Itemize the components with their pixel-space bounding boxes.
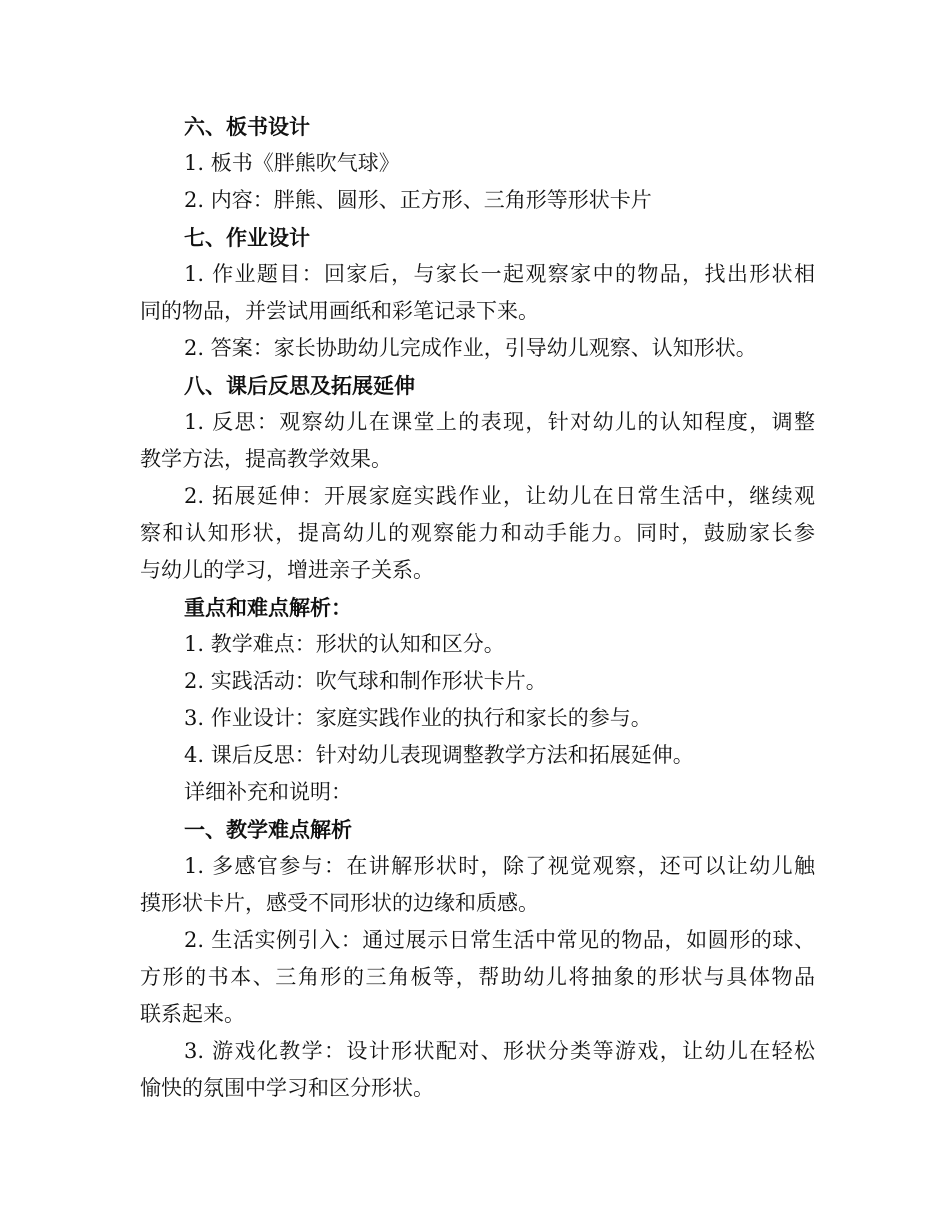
paragraph-line xyxy=(140,774,815,811)
line-text: 4. 课后反思：针对幼儿表现调整教学方法和拓展延伸。 xyxy=(184,743,694,767)
line-text: 1. 作业题目：回家后，与家长一起观察家中的物品，找出形状相 xyxy=(184,262,815,286)
paragraph-line xyxy=(140,256,815,293)
line-text: 2. 内容：胖熊、圆形、正方形、三角形等形状卡片 xyxy=(184,188,652,212)
line-text: 3. 游戏化教学：设计形状配对、形状分类等游戏，让幼儿在轻松 xyxy=(184,1039,815,1063)
paragraph-line xyxy=(140,441,815,478)
section-heading xyxy=(140,589,815,626)
heading-text: 八、课后反思及拓展延伸 xyxy=(184,373,415,398)
paragraph-line xyxy=(140,1070,815,1107)
line-text: 与幼儿的学习，增进亲子关系。 xyxy=(140,558,434,582)
line-text: 3. 作业设计：家庭实践作业的执行和家长的参与。 xyxy=(184,706,652,730)
paragraph-line xyxy=(140,922,815,959)
line-text: 1. 反思：观察幼儿在课堂上的表现，针对幼儿的认知程度，调整 xyxy=(184,410,815,434)
line-text: 愉快的氛围中学习和区分形状。 xyxy=(140,1076,434,1100)
paragraph-line xyxy=(140,737,815,774)
line-text: 2. 实践活动：吹气球和制作形状卡片。 xyxy=(184,669,547,693)
line-text: 1. 板书《胖熊吹气球》 xyxy=(184,151,400,175)
paragraph-line xyxy=(140,330,815,367)
paragraph-line xyxy=(140,293,815,330)
line-text: 方形的书本、三角形的三角板等，帮助幼儿将抽象的形状与具体物品 xyxy=(140,965,815,989)
line-text: 察和认知形状，提高幼儿的观察能力和动手能力。同时，鼓励家长参 xyxy=(140,521,815,545)
line-text: 教学方法，提高教学效果。 xyxy=(140,447,392,471)
paragraph-line xyxy=(140,885,815,922)
paragraph-line xyxy=(140,848,815,885)
line-text: 1. 教学难点：形状的认知和区分。 xyxy=(184,632,505,656)
paragraph-line xyxy=(140,515,815,552)
section-heading xyxy=(140,108,815,145)
document-body xyxy=(140,108,815,1107)
paragraph-line xyxy=(140,145,815,182)
paragraph-line xyxy=(140,182,815,219)
line-text: 联系起来。 xyxy=(140,1002,245,1026)
line-text: 2. 生活实例引入：通过展示日常生活中常见的物品，如圆形的球、 xyxy=(184,928,815,952)
paragraph-line xyxy=(140,663,815,700)
paragraph-line xyxy=(140,959,815,996)
line-text: 2. 答案：家长协助幼儿完成作业，引导幼儿观察、认知形状。 xyxy=(184,336,757,360)
line-text: 1. 多感官参与：在讲解形状时，除了视觉观察，还可以让幼儿触 xyxy=(184,854,815,878)
section-heading xyxy=(140,219,815,256)
section-heading xyxy=(140,811,815,848)
paragraph-line xyxy=(140,626,815,663)
paragraph-line xyxy=(140,996,815,1033)
paragraph-line xyxy=(140,1033,815,1070)
paragraph-line xyxy=(140,700,815,737)
paragraph-line xyxy=(140,478,815,515)
section-heading xyxy=(140,367,815,404)
line-text: 详细补充和说明： xyxy=(184,780,352,804)
heading-text: 一、教学难点解析 xyxy=(184,817,352,842)
paragraph-line xyxy=(140,552,815,589)
heading-text: 六、板书设计 xyxy=(184,114,310,139)
paragraph-line xyxy=(140,404,815,441)
heading-text: 七、作业设计 xyxy=(184,225,310,250)
heading-text: 重点和难点解析： xyxy=(184,595,352,620)
line-text: 摸形状卡片，感受不同形状的边缘和质感。 xyxy=(140,891,539,915)
line-text: 同的物品，并尝试用画纸和彩笔记录下来。 xyxy=(140,299,539,323)
line-text: 2. 拓展延伸：开展家庭实践作业，让幼儿在日常生活中，继续观 xyxy=(184,484,815,508)
